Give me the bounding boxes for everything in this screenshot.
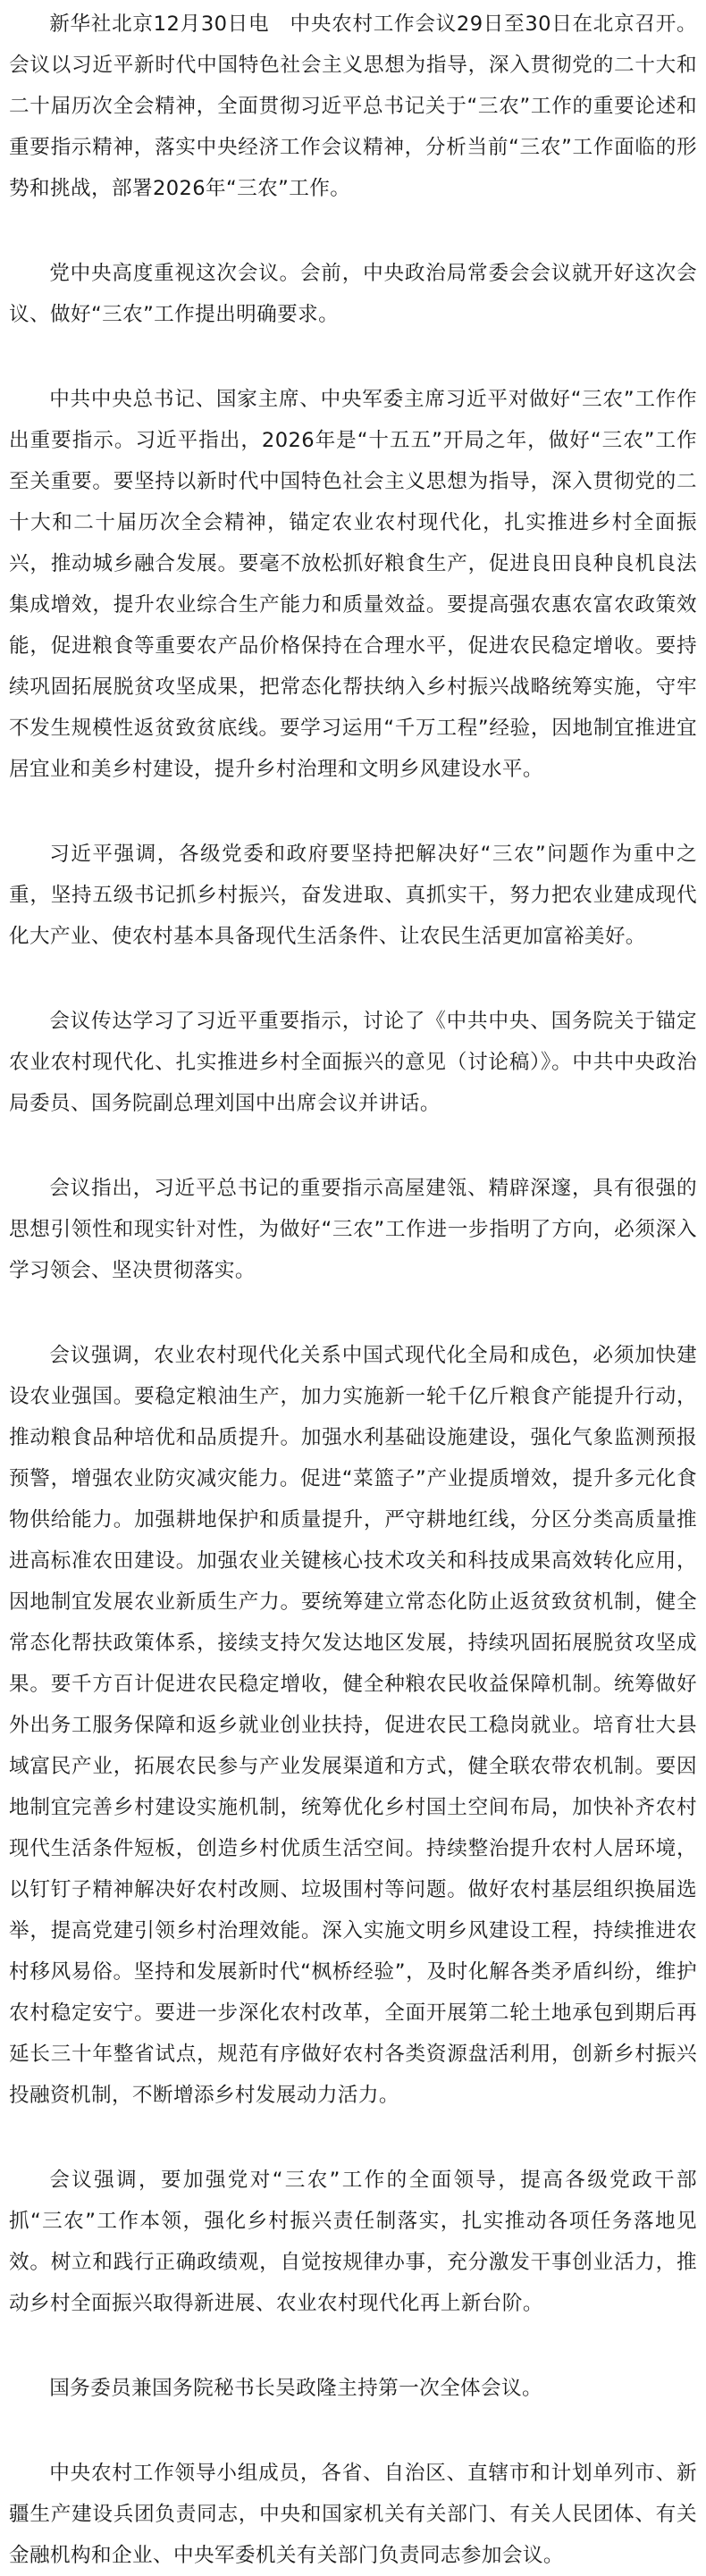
article-paragraph-5: 会议传达学习了习近平重要指示，讨论了《中共中央、国务院关于锚定农业农村现代化、扎实推进乡村全面振兴的意见（讨论稿）》。中共中央政治局委员、国务院副总理刘国中出席会议并讲话。 [9,1010,697,1115]
article-paragraph-1: 新华社北京12月30日电 中央农村工作会议29日至30日在北京召开。会议以习近平新时代中国特色社会主义思想为指导，深入贯彻党的二十大和二十届历次全会精神，全面贯彻习近平总书记关于“三农”工作的重要论述和重要指示精神，落实中央经济工作会议精神，分析当前“三农”工作面临的形势和挑战，部署2026年“三农”工作。 [9,13,697,200]
article-paragraph-4: 习近平强调，各级党委和政府要坚持把解决好“三农”问题作为重中之重，坚持五级书记抓乡村振兴，奋发进取、真抓实干，努力把农业建成现代化大产业、使农村基本具备现代生活条件、让农民生活更加富裕美好。 [9,843,697,948]
article-paragraph-10: 中央农村工作领导小组成员，各省、自治区、直辖市和计划单列市、新疆生产建设兵团负责同志，中央和国家机关有关部门、有关人民团体、有关金融机构和企业、中央军委机关有关部门负责同志参加会议。 [9,2462,697,2567]
article-paragraph-9: 国务委员兼国务院秘书长吴政隆主持第一次全体会议。 [49,2377,543,2400]
article-paragraph-3: 中共中央总书记、国家主席、中央军委主席习近平对做好“三农”工作作出重要指示。习近平指出，2026年是“十五五”开局之年，做好“三农”工作至关重要。要坚持以新时代中国特色社会主义思想为指导，深入贯彻党的二十大和二十届历次全会精神，锚定农业农村现代化，扎实推进乡村全面振兴，推动城乡融合发展。要毫不放松抓好粮食生产，促进良田良种良机良法集成增效，提升农业综合生产能力和质量效益。要提高强农惠农富农政策效能，促进粮食等重要农产品价格保持在合理水平，促进农民稳定增收。要持续巩固拓展脱贫攻坚成果，把常态化帮扶纳入乡村振兴战略统筹实施，守牢不发生规模性返贫致贫底线。要学习运用“千万工程”经验，因地制宜推进宜居宜业和美乡村建设，提升乡村治理和文明乡风建设水平。 [9,388,697,781]
article-paragraph-8: 会议强调，要加强党对“三农”工作的全面领导，提高各级党政干部抓“三农”工作本领，强化乡村振兴责任制落实，扎实推动各项任务落地见效。树立和践行正确政绩观，自觉按规律办事，充分激发干事创业活力，推动乡村全面振兴取得新进展、农业农村现代化再上新台阶。 [9,2169,697,2315]
article-paragraph-2: 党中央高度重视这次会议。会前，中央政治局常委会会议就开好这次会议、做好“三农”工作提出明确要求。 [9,262,697,326]
article-paragraph-7: 会议强调，农业农村现代化关系中国式现代化全局和成色，必须加快建设农业强国。要稳定粮油生产，加力实施新一轮千亿斤粮食产能提升行动，推动粮食品种培优和品质提升。加强水利基础设施建设，强化气象监测预报预警，增强农业防灾减灾能力。促进“菜篮子”产业提质增效，提升多元化食物供给能力。加强耕地保护和质量提升，严守耕地红线，分区分类高质量推进高标准农田建设。加强农业关键核心技术攻关和科技成果高效转化应用，因地制宜发展农业新质生产力。要统筹建立常态化防止返贫致贫机制，健全常态化帮扶政策体系，接续支持欠发达地区发展，持续巩固拓展脱贫攻坚成果。要千方百计促进农民稳定增收，健全种粮农民收益保障机制。统筹做好外出务工服务保障和返乡就业创业扶持，促进农民工稳岗就业。培育壮大县域富民产业，拓展农民参与产业发展渠道和方式，健全联农带农机制。要因地制宜完善乡村建设实施机制，统筹优化乡村国土空间布局，加快补齐农村现代生活条件短板，创造乡村优质生活空间。持续整治提升农村人居环境，以钉钉子精神解决好农村改厕、垃圾围村等问题。做好农村基层组织换届选举，提高党建引领乡村治理效能。深入实施文明乡风建设工程，持续推进农村移风易俗。坚持和发展新时代“枫桥经验”，及时化解各类矛盾纠纷，维护农村稳定安宁。要进一步深化农村改革，全面开展第二轮土地承包到期后再延长三十年整省试点，规范有序做好农村各类资源盘活利用，创新乡村振兴投融资机制，不断增添乡村发展动力活力。 [9,1344,697,2107]
article-paragraph-6: 会议指出，习近平总书记的重要指示高屋建瓴、精辟深邃，具有很强的思想引领性和现实针对性，为做好“三农”工作进一步指明了方向，必须深入学习领会、坚决贯彻落实。 [9,1177,697,1282]
